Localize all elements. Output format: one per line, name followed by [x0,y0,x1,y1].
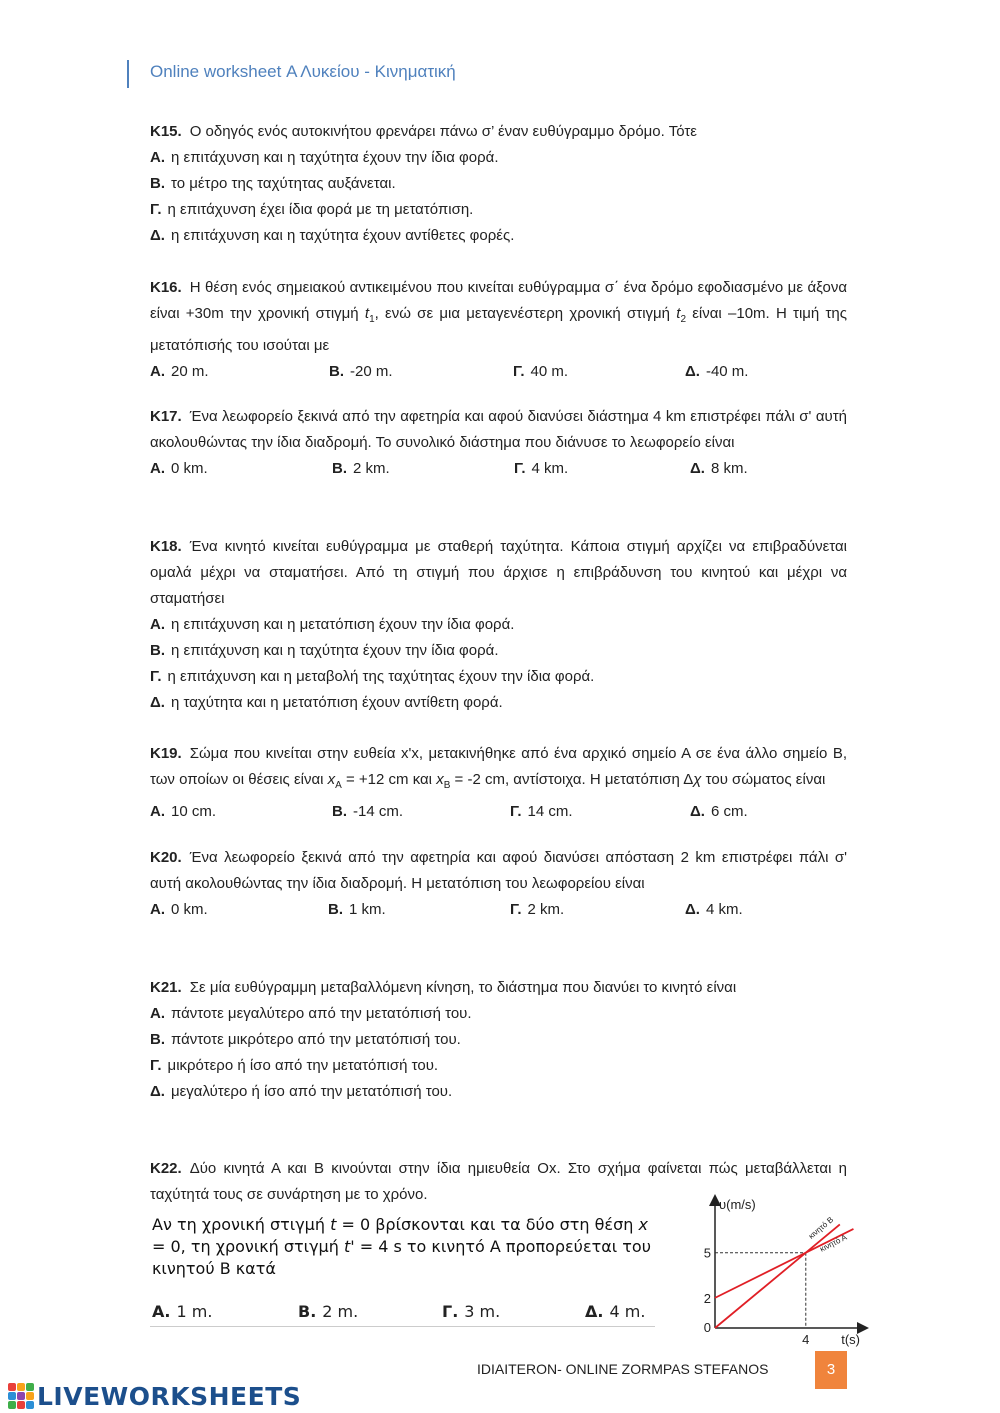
velocity-time-graph [693,1193,878,1348]
question-number: Κ20. [150,849,182,866]
option-a[interactable]: Α. η επιτάχυνση και η ταχύτητα έχουν την ίδια φορά. [150,149,499,166]
option-c[interactable]: Γ. 40 m. [513,363,569,380]
question-k20 [150,845,847,923]
series-label-b: κινητό Β [806,1215,836,1241]
option-d[interactable]: Δ. η ταχύτητα και η μετατόπιση έχουν αντίθετη φορά. [150,694,503,711]
page-number: 3 [815,1351,847,1389]
y-tick-label: 0 [703,1320,711,1335]
series-line-b [715,1224,840,1328]
option-c[interactable]: Γ. 14 cm. [510,803,573,820]
option-c[interactable]: Γ. 2 km. [510,901,565,918]
question-stem: Δύο κινητά Α και Β κινούνται στην ίδια ημιευθεία Οx. Στο σχήμα φαίνεται πώς μεταβάλλεται η ταχύτητά τους σε συνάρτηση με το χρόνο. [150,1160,847,1203]
y-tick-label: 5 [703,1245,711,1261]
question-stem: Ο οδηγός ενός αυτοκινήτου φρενάρει πάνω σ’ έναν ευθύγραμμο δρόμο. Τότε [189,123,697,140]
option-b[interactable]: Β. -20 m. [329,363,393,380]
option-a[interactable]: Α. 10 cm. [150,803,217,820]
footer-text: IDIAITERON- ONLINE ZORMPAS STEFANOS [477,1361,769,1377]
page-title: Online worksheet Α Λυκείου - Κινηματική [150,62,456,81]
question-number: Κ22. [150,1160,182,1177]
option-d[interactable]: Δ. 8 km. [690,460,748,477]
question-k15 [150,119,847,249]
option-c[interactable]: Γ. 4 km. [514,460,569,477]
x-axis-label: t(s) [841,1332,860,1347]
option-a[interactable]: Α. πάντοτε μεγαλύτερο από την μετατόπισή του. [150,1005,472,1022]
option-b[interactable]: Β. το μέτρο της ταχύτητας αυξάνεται. [150,175,396,192]
option-d[interactable]: Δ. 4 km. [685,901,743,918]
option-c[interactable]: Γ. 3 m. [442,1302,501,1321]
option-a[interactable]: Α. 1 m. [152,1302,213,1321]
option-a[interactable]: Α. 0 km. [150,460,208,477]
question-number: Κ15. [150,123,182,140]
option-a[interactable]: Α. 20 m. [150,363,209,380]
brand-name: LIVEWORKSHEETS [37,1381,302,1411]
option-b[interactable]: Β. 2 m. [298,1302,359,1321]
question-stem: Ένα λεωφορείο ξεκινά από την αφετηρία και αφού διανύσει απόσταση 2 km επιστρέφει πάλι σ' αυτή ακολουθώντας την ίδια διαδρομή. Η μετατόπιση του λεωφορείου είναι [150,849,847,892]
question-k18 [150,534,847,716]
brand-logo [8,1381,301,1411]
question-k17 [150,404,847,482]
header-accent-bar [127,60,129,88]
option-d[interactable]: Δ. 6 cm. [690,803,748,820]
y-axis-label: υ(m/s) [719,1197,756,1212]
option-c[interactable]: Γ. η επιτάχυνση και η μεταβολή της ταχύτητας έχουν την ίδια φορά. [150,668,595,685]
option-b[interactable]: Β. η επιτάχυνση και η ταχύτητα έχουν την ίδια φορά. [150,642,499,659]
question-k22-options [152,1302,657,1326]
brand-mark-icon [8,1383,34,1409]
option-b[interactable]: Β. πάντοτε μικρότερο από την μετατόπισή του. [150,1031,461,1048]
question-stem: Ένα λεωφορείο ξεκινά από την αφετηρία και αφού διανύσει διάστημα 4 km επιστρέφει πάλι σ' αυτή ακολουθώντας την ίδια διαδρομή. Το συνολικό διάστημα που διάνυσε το λεωφορείο είναι [150,408,847,451]
option-b[interactable]: Β. 1 km. [328,901,386,918]
option-a[interactable]: Α. η επιτάχυνση και η μετατόπιση έχουν την ίδια φορά. [150,616,515,633]
option-d[interactable]: Δ. η επιτάχυνση και η ταχύτητα έχουν αντίθετες φορές. [150,227,515,244]
question-k22-subtext: Αν τη χρονική στιγμή t = 0 βρίσκονται και τα δύο στη θέση x = 0, τη χρονική στιγμή t' = 4 s το κινητό Α προπορεύεται του κινητού Β κατά [152,1215,651,1278]
question-k19: Κ19. Σώμα που κινείται στην ευθεία x'x, μετακινήθηκε από ένα αρχικό σημείο Α σε ένα άλλο σημείο Β, των οποίων οι θέσεις είναι $x_A = +12$ cm και $x_B = -2$ cm, αντίστοιχα. Η μετατόπιση Δχ του σώματος είναι Α. 10 cm. Β. -14 cm. Γ. 14 cm. Δ. 6 cm. [150,741,847,825]
option-d[interactable]: Δ. 4 m. [585,1302,646,1321]
series-label-a: κινητό Α [818,1232,849,1254]
option-d[interactable]: Δ. -40 m. [685,363,749,380]
option-a[interactable]: Α. 0 km. [150,901,208,918]
question-k16: Κ16. Η θέση ενός σημειακού αντικειμένου που κινείται ευθύγραμμα σ΄ ένα δρόμο εφοδιασμένο με άξονα είναι +30m την χρονική στιγμή $t_1$, ενώ σε μια μεταγενέστερη χρονική στιγμή $t_2$ είναι –10m. Η τιμή της μετατόπισής του ισούται με Α. 20 m. Β. -20 m. Γ. 40 m. Δ. -40 m. [150,275,847,385]
question-number: Κ16. [150,279,182,296]
y-tick-label: 2 [703,1290,711,1306]
question-number: Κ19. [150,745,182,762]
option-b[interactable]: Β. -14 cm. [332,803,404,820]
option-b[interactable]: Β. 2 km. [332,460,390,477]
question-k21 [150,975,847,1105]
option-d[interactable]: Δ. μεγαλύτερο ή ίσο από την μετατόπισή του. [150,1083,453,1100]
question-stem: Σε μία ευθύγραμμη μεταβαλλόμενη κίνηση, το διάστημα που διανύει το κινητό είναι [189,979,737,996]
question-stem: Ένα κινητό κινείται ευθύγραμμα με σταθερή ταχύτητα. Κάποια στιγμή αρχίζει να επιβραδύνεται ομαλά μέχρι να σταματήσει. Από τη στιγμή που άρχισε η επιβράδυνση του κινητού και μέχρι να σταματήσει [150,538,847,607]
divider [150,1326,655,1327]
question-number: Κ17. [150,408,182,425]
question-number: Κ18. [150,538,182,555]
question-number: Κ21. [150,979,182,996]
x-tick-label: 4 [802,1332,810,1347]
option-c[interactable]: Γ. η επιτάχυνση έχει ίδια φορά με τη μετατόπιση. [150,201,474,218]
option-c[interactable]: Γ. μικρότερο ή ίσο από την μετατόπισή του. [150,1057,439,1074]
